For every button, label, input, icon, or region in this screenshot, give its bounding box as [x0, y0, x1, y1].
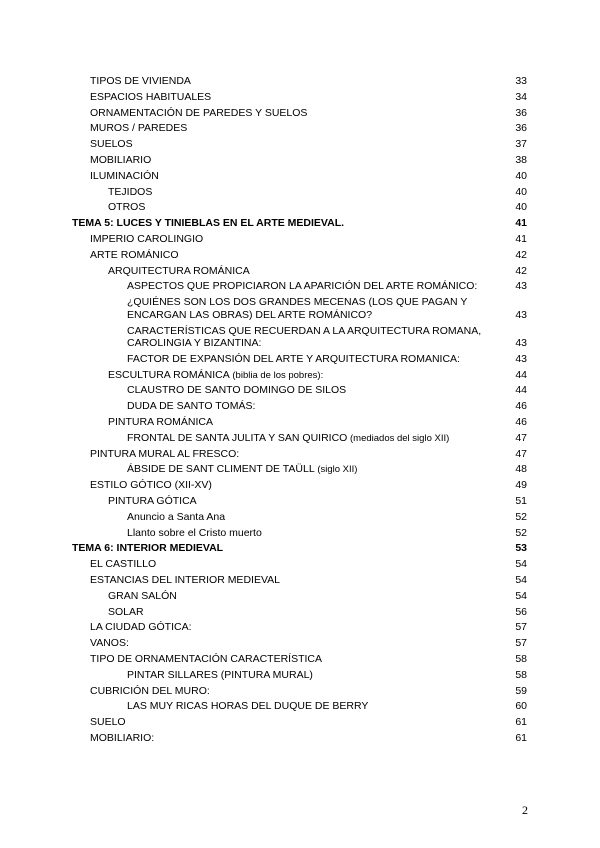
toc-page-number: 41 — [515, 233, 527, 245]
page-number: 2 — [522, 803, 528, 817]
toc-entry-text: FACTOR DE EXPANSIÓN DEL ARTE Y ARQUITECTURA ROMANICA: — [127, 352, 460, 365]
toc-entry-text-continued: ENCARGAN LAS OBRAS) DEL ARTE ROMÁNICO? — [127, 308, 373, 321]
toc-entry-text: MOBILIARIO: — [90, 732, 155, 744]
toc-entry-title — [127, 511, 225, 523]
toc-page-number: 47 — [515, 431, 527, 444]
toc-page-number: 61 — [515, 732, 527, 744]
toc-entry-text: ESTANCIAS DEL INTERIOR MEDIEVAL — [90, 574, 281, 586]
toc-entry-text: FRONTAL DE SANTA JULITA Y SAN QUIRICO — [127, 431, 348, 444]
toc-entry-text: PINTURA GÓTICA — [108, 495, 197, 507]
toc-entry-text: PINTURA MURAL AL FRESCO: — [90, 447, 240, 460]
toc-entry-title — [108, 606, 144, 618]
toc-entry-text: ESTILO GÓTICO (XII-XV) — [90, 479, 212, 492]
toc-entry-text: TEJIDOS — [108, 185, 153, 198]
toc-page-number: 44 — [515, 368, 527, 381]
toc-entry-text: DUDA DE SANTO TOMÁS: — [127, 400, 256, 413]
toc-entry-text: Anuncio a Santa Ana — [127, 510, 226, 523]
toc-entry-text: TIPO DE ORNAMENTACIÓN CARACTERÍSTICA — [90, 653, 322, 665]
toc-entry-title — [127, 463, 357, 476]
toc-page-number: 61 — [515, 716, 527, 729]
toc-page-number: 48 — [515, 463, 527, 476]
toc-entry-title — [108, 265, 250, 277]
toc-entry-text: EL CASTILLO — [90, 558, 157, 571]
toc-entry-title — [127, 527, 262, 539]
toc-entry-title — [127, 384, 346, 396]
toc-page-number: 58 — [515, 653, 527, 665]
toc-page-number: 56 — [515, 605, 527, 618]
toc-page-number: 57 — [515, 621, 527, 634]
toc-page-number: 42 — [515, 264, 527, 277]
toc-entry-text: ILUMINACIÓN — [90, 169, 159, 182]
toc-entry-title — [108, 369, 323, 382]
toc-page-number: 36 — [515, 122, 527, 135]
toc-entry-title — [90, 448, 239, 460]
toc-entry-title — [90, 138, 133, 150]
toc-entry-text: TEMA 5: LUCES Y TINIEBLAS EN EL ARTE MEDIEVAL. — [72, 217, 345, 230]
toc-entry-title — [127, 700, 368, 712]
toc-entry-title — [90, 653, 322, 665]
toc-page-number: 46 — [515, 400, 527, 413]
toc-page-number: 52 — [515, 526, 527, 539]
toc-page-number: 43 — [515, 280, 527, 293]
toc-page-number: 51 — [515, 495, 527, 507]
toc-entry-text: ESPACIOS HABITUALES — [90, 90, 212, 103]
toc-page-number: 42 — [515, 248, 527, 261]
toc-entry-text: ¿QUIÉNES SON LOS DOS GRANDES MECENAS (LOS QUE PAGAN Y — [127, 296, 468, 309]
toc-entry-title — [90, 233, 203, 245]
toc-entry-title — [127, 400, 255, 412]
toc-entry-title — [90, 732, 154, 744]
toc-page-number: 49 — [515, 479, 527, 492]
toc-page-number: 37 — [515, 138, 527, 151]
toc-page-number: 33 — [515, 75, 527, 87]
toc-entry-text: TIPOS DE VIVIENDA — [90, 75, 191, 87]
toc-page-number: 59 — [515, 684, 527, 697]
toc-entry-title — [108, 186, 152, 198]
toc-entry-note: (siglo XII) — [314, 464, 358, 476]
toc-page-number: 38 — [515, 154, 527, 166]
toc-page-number: 43 — [515, 308, 527, 321]
toc-page-number: 54 — [515, 558, 527, 571]
toc-entry-title — [90, 249, 178, 261]
toc-page-number: 34 — [515, 90, 527, 103]
toc-entry-title — [90, 558, 156, 570]
toc-entry-title — [90, 154, 151, 166]
toc-entry-title — [108, 495, 197, 507]
toc-page-number: 46 — [515, 416, 527, 428]
toc-entry-text: LAS MUY RICAS HORAS DEL DUQUE DE BERRY — [127, 700, 369, 713]
toc-page-number: 52 — [515, 510, 527, 523]
toc-entry-title — [127, 296, 467, 308]
toc-page-number: 54 — [515, 589, 527, 602]
toc-entry-title — [90, 716, 126, 728]
toc-entry-title — [90, 637, 129, 649]
toc-entry-title — [108, 416, 213, 428]
toc-page-number: 60 — [515, 700, 527, 713]
toc-entry-title — [90, 574, 280, 586]
toc-entry-title — [127, 353, 460, 365]
toc-entry-title — [90, 75, 191, 87]
toc-entry-text-continued: CAROLINGIA Y BIZANTINA: — [127, 337, 262, 349]
toc-entry-text: SUELO — [90, 716, 126, 729]
toc-entry-title — [72, 217, 344, 229]
toc-entry-text: GRAN SALÓN — [108, 589, 177, 602]
toc-entry-text: SOLAR — [108, 605, 144, 618]
toc-page-number: 40 — [515, 185, 527, 198]
toc-entry-title — [72, 542, 223, 554]
toc-entry-title — [127, 669, 313, 681]
toc-entry-text: Llanto sobre el Cristo muerto — [127, 526, 262, 539]
toc-page-number: 36 — [515, 106, 527, 119]
toc-page-number: 40 — [515, 169, 527, 182]
toc-page-number: 58 — [515, 668, 527, 681]
toc-entry-title — [108, 201, 145, 213]
toc-entry-text: VANOS: — [90, 637, 129, 650]
toc-page-number: 43 — [515, 337, 527, 349]
toc-entry-text: CARACTERÍSTICAS QUE RECUERDAN A LA ARQUITECTURA ROMANA, — [127, 324, 482, 337]
toc-page-number: 41 — [515, 217, 527, 230]
toc-entry-text: MOBILIARIO — [90, 154, 152, 166]
toc-entry-text: OTROS — [108, 201, 146, 214]
toc-entry-text: ARQUITECTURA ROMÁNICA — [108, 264, 250, 277]
toc-page-number: 57 — [515, 637, 527, 650]
toc-entry-text: MUROS / PAREDES — [90, 122, 188, 135]
toc-page-number: 53 — [515, 542, 527, 555]
toc-entry-text: CLAUSTRO DE SANTO DOMINGO DE SILOS — [127, 384, 347, 397]
toc-entry-title — [127, 432, 449, 445]
toc-entry-title — [90, 170, 159, 182]
toc-page-number: 54 — [515, 574, 527, 586]
toc-entry-title — [108, 590, 177, 602]
toc-entry-title — [127, 325, 481, 337]
toc-entry-note: (mediados del siglo XII) — [347, 432, 450, 444]
toc-entry-text: TEMA 6: INTERIOR MEDIEVAL — [72, 542, 224, 555]
toc-entry-text: CUBRICIÓN DEL MURO: — [90, 684, 210, 697]
toc-page-number: 44 — [515, 384, 527, 397]
toc-entry-text: PINTAR SILLARES (PINTURA MURAL) — [127, 668, 313, 681]
toc-entry-title — [90, 122, 187, 134]
toc-entry-title — [90, 685, 210, 697]
toc-entry-text: ARTE ROMÁNICO — [90, 248, 179, 261]
toc-page-number: 43 — [515, 352, 527, 365]
toc-entry-text: PINTURA ROMÁNICA — [108, 416, 214, 428]
toc-entry-title — [90, 621, 192, 633]
toc-entry-note: (biblia de los pobres): — [229, 369, 324, 381]
toc-entry-title — [90, 479, 212, 491]
toc-page-number: 47 — [515, 447, 527, 460]
toc-entry-title — [90, 91, 211, 103]
toc-entry-text: IMPERIO CAROLINGIO — [90, 233, 204, 245]
toc-entry-text: ÁBSIDE DE SANT CLIMENT DE TAÜLL — [127, 463, 315, 476]
toc-entry-text: LA CIUDAD GÓTICA: — [90, 621, 192, 634]
toc-entry-text: ORNAMENTACIÓN DE PAREDES Y SUELOS — [90, 106, 308, 119]
toc-entry-text: SUELOS — [90, 138, 133, 151]
toc-entry-title — [90, 107, 307, 119]
toc-page-number: 40 — [515, 201, 527, 214]
toc-entry-text: ESCULTURA ROMÁNICA — [108, 368, 230, 381]
toc-entry-text: ASPECTOS QUE PROPICIARON LA APARICIÓN DEL ARTE ROMÁNICO: — [127, 280, 478, 293]
toc-entry-title — [127, 280, 477, 292]
